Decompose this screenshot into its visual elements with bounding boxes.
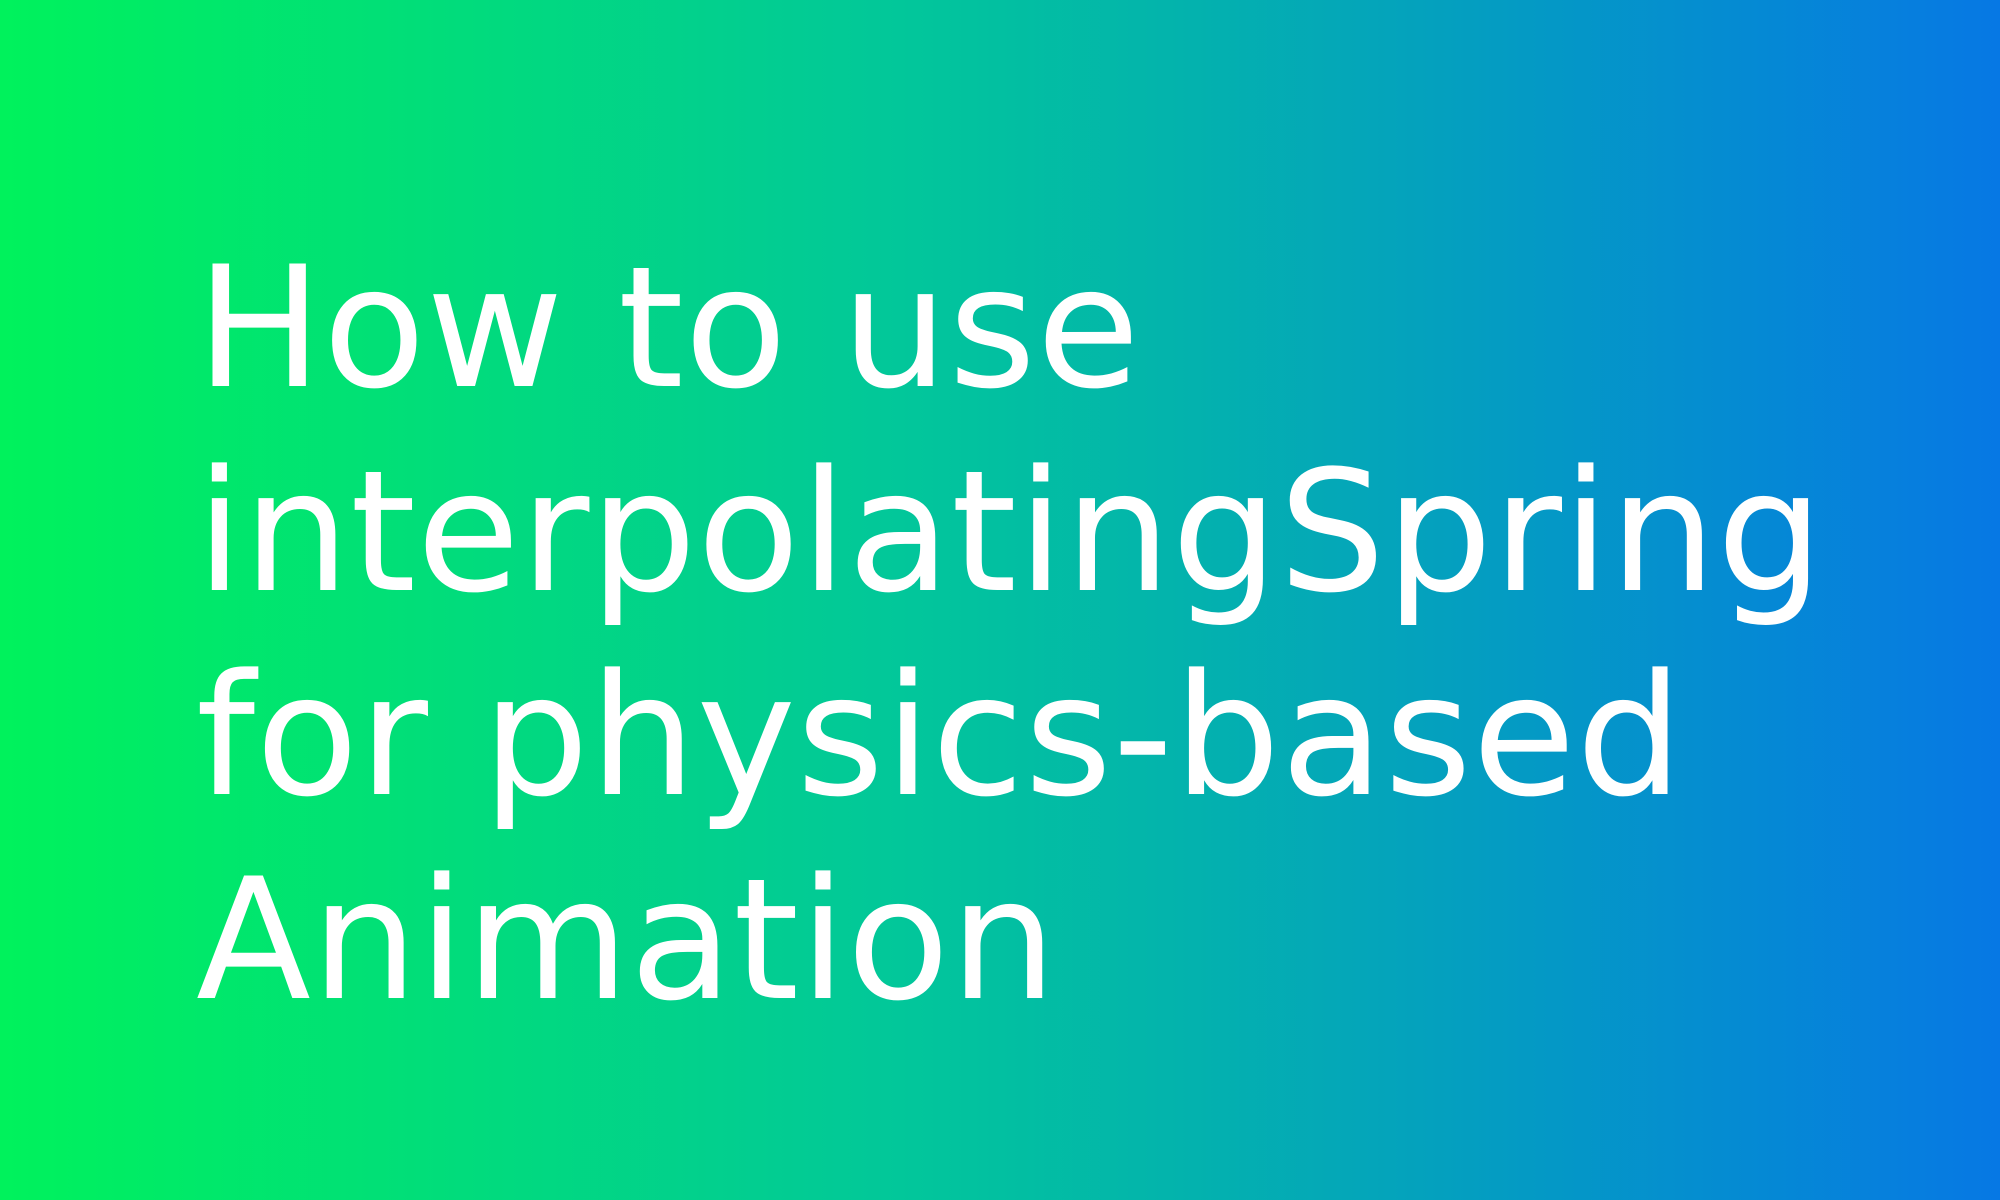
title-text — [196, 226, 1896, 1042]
title-line-1: How to use — [196, 230, 1141, 426]
title-line-3: for physics-based — [196, 638, 1684, 834]
title-line-4: Animation — [196, 842, 1057, 1038]
title-line-2: interpolatingSpring — [196, 434, 1824, 630]
